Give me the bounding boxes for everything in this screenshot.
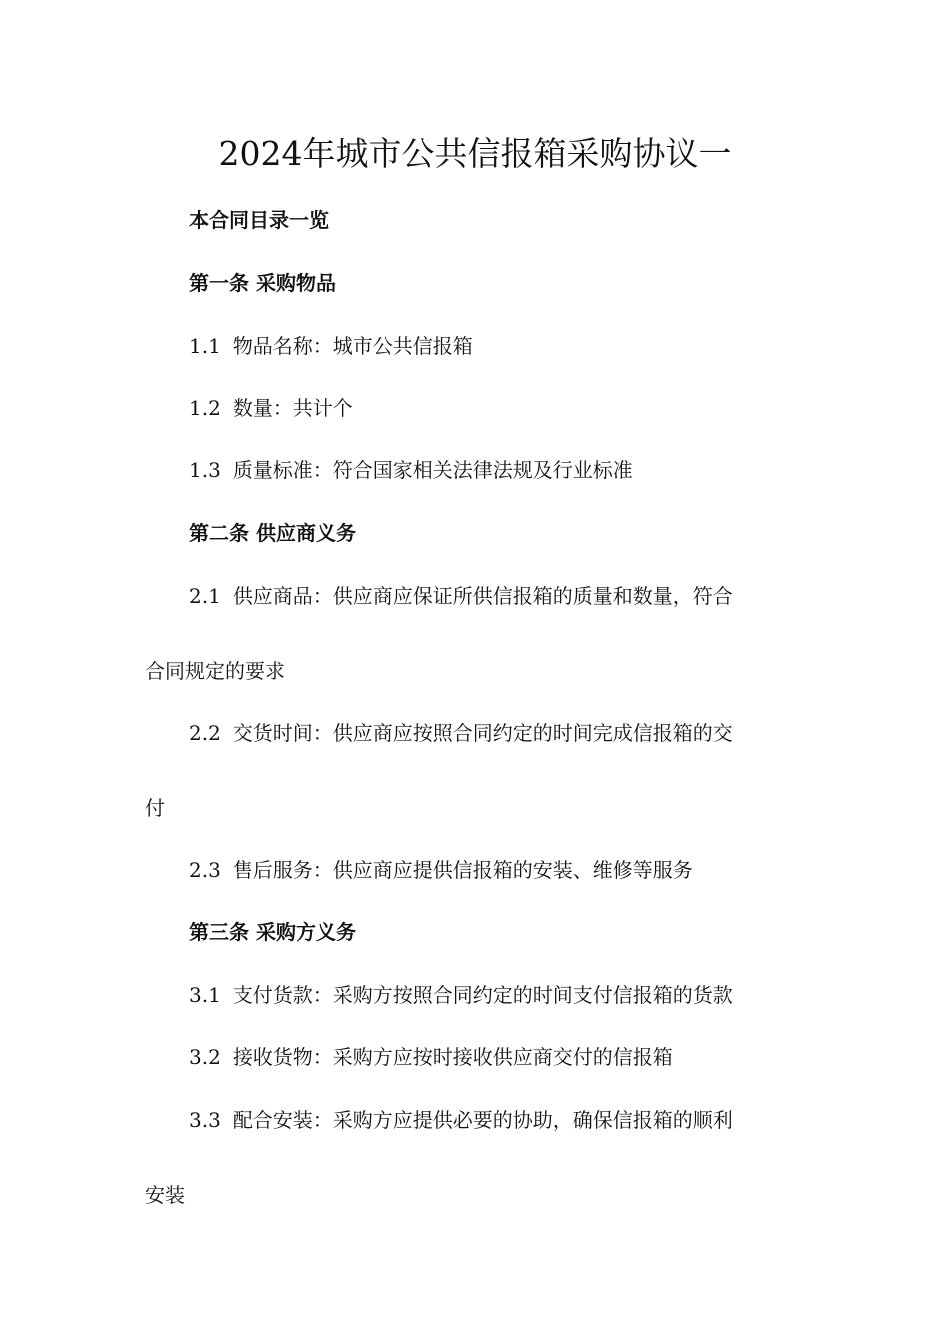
clause-number: 1.2	[189, 396, 221, 420]
clause-text: 售后服务：供应商应提供信报箱的安装、维修等服务	[232, 858, 693, 882]
clause-3-1	[189, 981, 733, 1009]
article-heading-3: 第三条 采购方义务	[189, 920, 356, 944]
clause-text: 配合安装：采购方应提供必要的协助，确保信报箱的顺利	[232, 1108, 733, 1132]
clause-2-2	[189, 719, 733, 747]
clause-2-2-continuation: 付	[145, 796, 165, 820]
clause-number: 3.1	[189, 983, 221, 1007]
clause-text: 接收货物：采购方应按时接收供应商交付的信报箱	[232, 1045, 673, 1069]
article-heading-2: 第二条 供应商义务	[189, 521, 356, 545]
toc-heading: 本合同目录一览	[189, 208, 329, 232]
clause-text: 数量：共计个	[232, 396, 353, 420]
clause-number: 2.1	[189, 584, 221, 608]
clause-3-3	[189, 1106, 733, 1134]
clause-number: 2.3	[189, 858, 221, 882]
clause-text: 质量标准：符合国家相关法律法规及行业标准	[232, 458, 633, 482]
clause-number: 2.2	[189, 721, 221, 745]
clause-text: 供应商品：供应商应保证所供信报箱的质量和数量，符合	[232, 584, 733, 608]
clause-number: 1.3	[189, 458, 221, 482]
clause-3-2	[189, 1043, 673, 1071]
clause-2-1	[189, 582, 733, 610]
clause-text: 交货时间：供应商应按照合同约定的时间完成信报箱的交	[232, 721, 733, 745]
clause-3-3-continuation: 安装	[145, 1183, 185, 1207]
clause-1-3	[189, 456, 633, 484]
clause-2-3	[189, 856, 693, 884]
clause-2-1-continuation: 合同规定的要求	[145, 659, 285, 683]
article-heading-1: 第一条 采购物品	[189, 271, 336, 295]
clause-1-2	[189, 394, 353, 422]
clause-text: 物品名称：城市公共信报箱	[232, 334, 473, 358]
clause-number: 3.2	[189, 1045, 221, 1069]
clause-number: 3.3	[189, 1108, 221, 1132]
clause-number: 1.1	[189, 334, 221, 358]
clause-text: 支付货款：采购方按照合同约定的时间支付信报箱的货款	[232, 983, 733, 1007]
clause-1-1	[189, 332, 473, 360]
document-title: 2024年城市公共信报箱采购协议一	[218, 134, 732, 173]
